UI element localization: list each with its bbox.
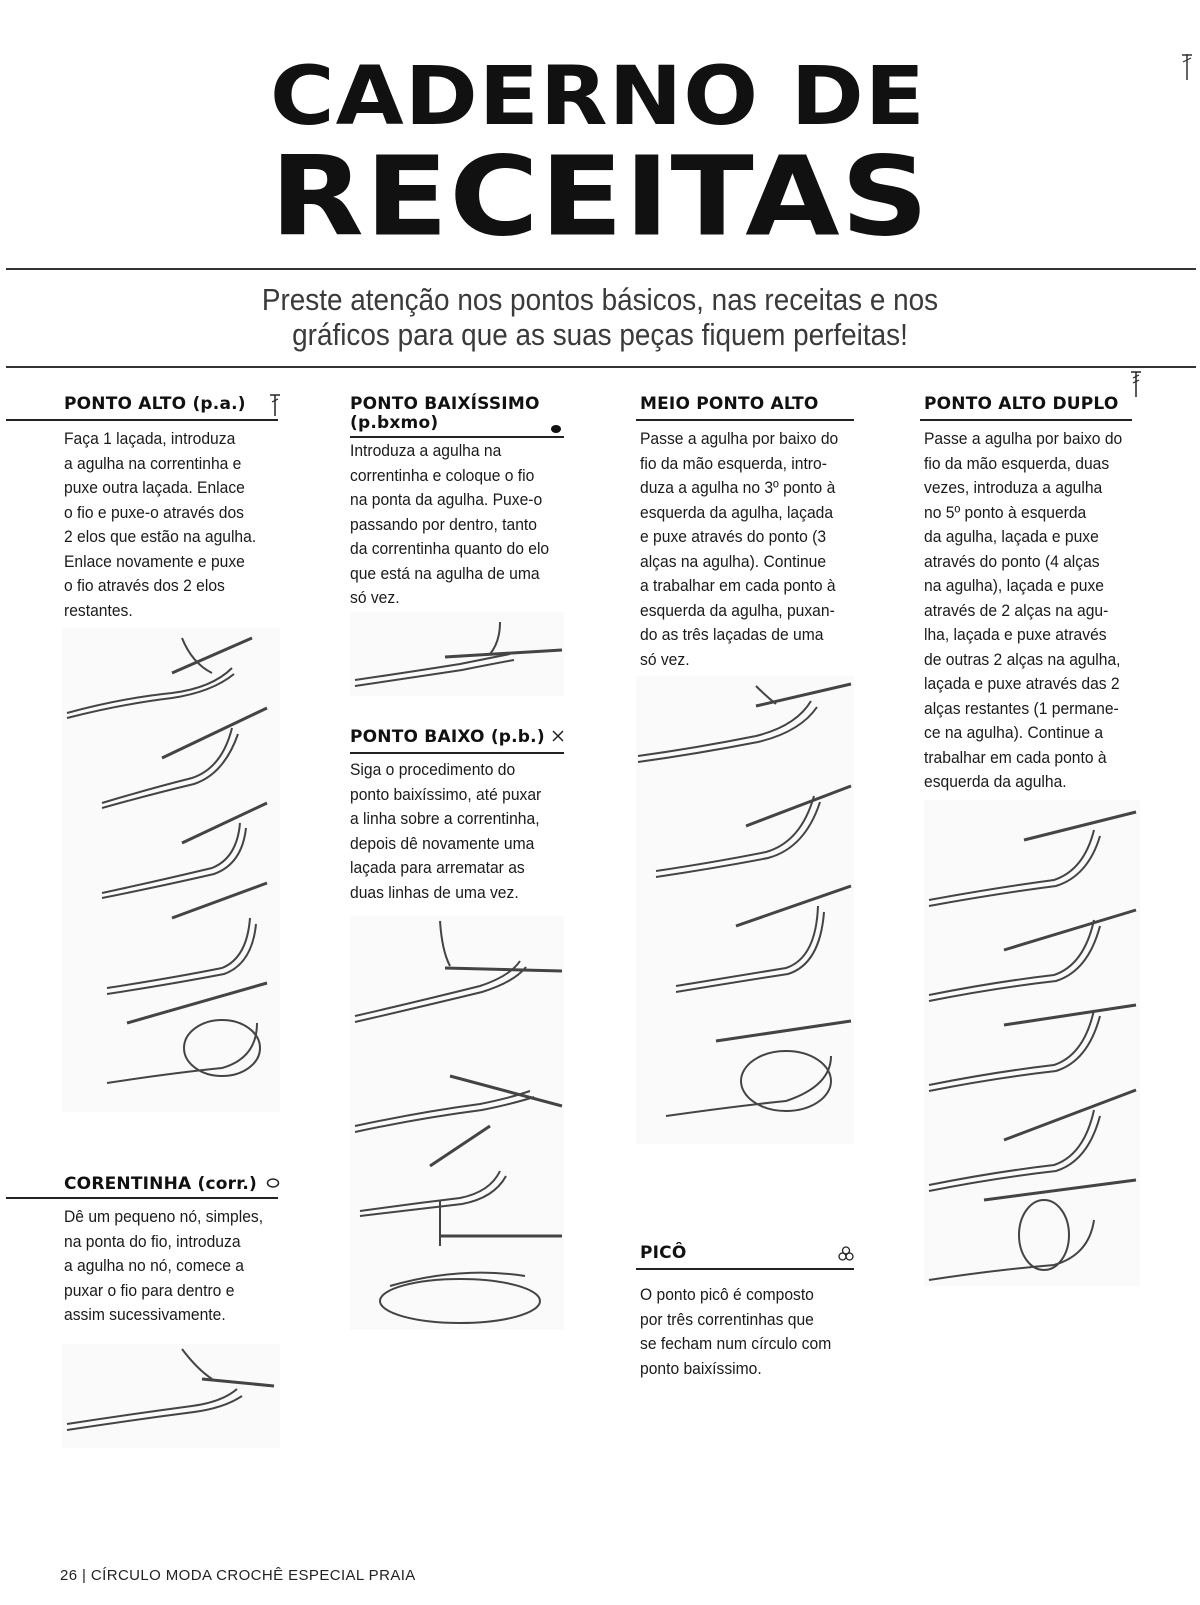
ponto-baixissimo-title-line1: PONTO BAIXÍSSIMO	[350, 394, 540, 414]
page-footer: 26 | CÍRCULO MODA CROCHÊ ESPECIAL PRAIA	[60, 1567, 416, 1584]
ponto-alto-illustration	[62, 628, 280, 1112]
meio-ponto-alto-rule	[636, 419, 854, 421]
corentinha-rule	[6, 1197, 278, 1199]
ponto-baixissimo-rule	[350, 436, 564, 438]
ponto-alto-duplo-title: PONTO ALTO DUPLO	[924, 394, 1119, 414]
ponto-baixo-symbol-icon	[552, 730, 564, 742]
header-divider	[6, 268, 1196, 270]
ponto-alto-duplo-text: Passe a agulha por baixo do fio da mão esquerda, duas vezes, introduza a agulha no 5º ponto à esquerda da agulha, laçada e puxe através do ponto (4 alças na agulha), laçada e puxe através de 2 alças na agu- lha, laçada e puxe através de outras 2 alças na agulha, laçada e puxe através das 2 alças restantes (1 permane- ce na agulha). Continue a trabalhar em cada ponto à esquerda da agulha.	[924, 429, 1123, 791]
corentinha-illustration	[62, 1344, 280, 1448]
ponto-baixo-rule	[350, 752, 564, 754]
page-subtitle	[60, 282, 1140, 352]
ponto-alto-symbol-icon	[269, 393, 281, 417]
ponto-alto-title: PONTO ALTO (p.a.)	[64, 394, 246, 414]
ponto-alto-duplo-top-symbol-icon	[1130, 370, 1142, 398]
pico-rule	[636, 1268, 854, 1270]
meio-ponto-alto-title: MEIO PONTO ALTO	[640, 394, 819, 414]
ponto-alto-duplo-rule	[920, 419, 1132, 421]
corentinha-title: CORENTINHA (corr.)	[64, 1174, 258, 1194]
subtitle-divider	[6, 366, 1196, 368]
ponto-baixissimo-text: Introduza a agulha na correntinha e coloque o fio na ponta da agulha. Puxe-o passando por dentro, tanto da correntinha quanto do elo que está na agulha de uma só vez.	[350, 441, 550, 607]
subtitle-line2: gráficos para que as suas peças fiquem perfeitas!	[292, 317, 908, 352]
ponto-baixo-text: Siga o procedimento do ponto baixíssimo, até puxar a linha sobre a correntinha, depois dê novamente uma laçada para arrematar as duas linhas de uma vez.	[350, 760, 542, 902]
pico-text: O ponto picô é composto por três correntinhas que se fecham num círculo com ponto baixíssimo.	[640, 1285, 832, 1378]
corner-symbol-icon	[1180, 52, 1194, 82]
meio-ponto-alto-text: Passe a agulha por baixo do fio da mão esquerda, intro- duza a agulha no 3º ponto à esquerda da agulha, laçada e puxe através do ponto (3 alças na agulha). Continue a trabalhar em cada ponto à esquerda da agulha, puxan- do as três laçadas de uma só vez.	[640, 429, 839, 669]
pico-symbol-icon	[838, 1246, 854, 1262]
subtitle-line1: Preste atenção nos pontos básicos, nas receitas e nos	[261, 282, 939, 317]
ponto-alto-duplo-illustration	[924, 800, 1140, 1286]
corentinha-symbol-icon	[266, 1177, 280, 1189]
ponto-alto-text: Faça 1 laçada, introduza a agulha na correntinha e puxe outra laçada. Enlace o fio e puxe-o através dos 2 elos que estão na agulha. Enlace novamente e puxe o fio através dos 2 elos restantes.	[64, 429, 257, 620]
pico-title: PICÔ	[640, 1243, 687, 1263]
meio-ponto-alto-illustration	[636, 676, 854, 1144]
ponto-baixissimo-title-line2: (p.bxmo)	[350, 413, 439, 433]
ponto-baixissimo-symbol-icon	[550, 424, 562, 434]
ponto-baixo-illustration	[350, 916, 564, 1330]
ponto-baixo-title: PONTO BAIXO (p.b.)	[350, 727, 545, 747]
ponto-baixissimo-illustration	[350, 612, 564, 696]
ponto-alto-rule	[6, 419, 278, 421]
page-title-line1: CADERNO DE	[270, 48, 926, 144]
corentinha-text: Dê um pequeno nó, simples, na ponta do fio, introduza a agulha no nó, comece a puxar o fio para dentro e assim sucessivamente.	[64, 1207, 264, 1324]
page-title-line2: RECEITAS	[270, 133, 930, 261]
